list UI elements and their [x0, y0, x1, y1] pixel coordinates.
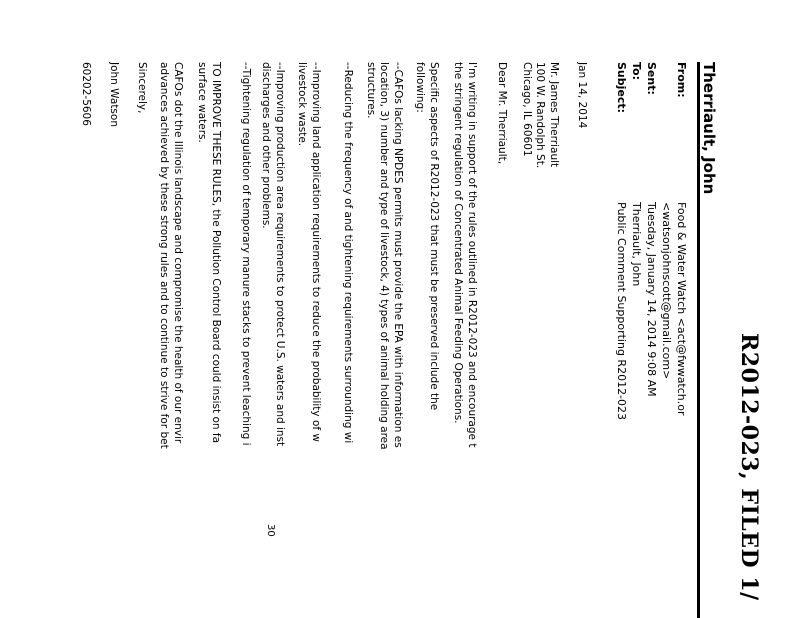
- bullet-land-application: [295, 62, 322, 618]
- paragraph-line: Specific aspects of R2012-023 that must be preserved include the: [428, 62, 440, 411]
- sender-name-heading: Therriault, John: [700, 62, 718, 195]
- paragraph-line: CAFOs dot the Illinois landscape and compromise the health of our envir: [172, 62, 184, 444]
- paragraph-line: --Improving land application requirements to reduce the probability of w: [310, 62, 322, 443]
- signer-zip: 60202-5606: [80, 62, 92, 126]
- address-line: Mr. James Therriault: [548, 62, 560, 168]
- paragraph-line: --Improving production area requirements to protect U.S. waters and inst: [274, 62, 286, 447]
- from-label: From:: [675, 62, 688, 98]
- filing-stamp: R2012-023, FILED 1/: [736, 333, 762, 601]
- intro-paragraph: [451, 62, 478, 618]
- address-line: Chicago, IL 60601: [521, 62, 533, 157]
- paragraph-line: surface waters.: [196, 62, 209, 143]
- paragraph-line: structures.: [365, 62, 377, 119]
- improve-rules-paragraph: [195, 62, 222, 618]
- paragraph-line: --Tightening regulation of temporary manure stacks to prevent leaching i: [240, 62, 252, 446]
- paragraph-line: TO IMPROVE THESE RULES, the Pollution Control Board could insist on fa: [210, 62, 222, 444]
- header-divider: [697, 62, 700, 618]
- to-label: To:: [630, 62, 643, 80]
- sign-off: Sincerely,: [136, 62, 148, 114]
- paragraph-line: the stringent regulation of Concentrated Animal Feeding Operations.: [452, 62, 465, 424]
- page-number: 30: [265, 524, 276, 537]
- letter-date: Jan 14, 2014: [576, 62, 588, 129]
- paragraph-line: --CAFOs lacking NPDES permits must provide the EPA with information es: [392, 62, 404, 448]
- subject-label: Subject:: [615, 62, 628, 114]
- paragraph-line: --Reducing the frequency of and tightening requirements surrounding wi: [342, 62, 354, 444]
- from-value-email: <watsonjohnscott@gmail.com>: [660, 202, 673, 380]
- paragraph-line: discharges and other problems.: [260, 62, 273, 229]
- signer-name: John Watson: [108, 62, 120, 127]
- recipient-address: [520, 62, 561, 618]
- sent-value: Tuesday, January 14, 2014 9:08 AM: [645, 202, 658, 397]
- paragraph-line: location, 3) number and type of livestock, 4) types of animal holding area: [378, 62, 391, 450]
- subject-value: Public Comment Supporting R2012-023: [615, 202, 628, 421]
- bullet-frequency: [341, 62, 355, 618]
- sent-label: Sent:: [645, 62, 658, 95]
- address-line: 100 W. Randolph St.: [534, 62, 547, 169]
- bullet-npdes: [364, 62, 405, 618]
- paragraph-line: advances achieved by these strong rules and to continue to strive for bet: [158, 62, 171, 449]
- paragraph-line: following:: [414, 62, 427, 113]
- aspects-intro-paragraph: [413, 62, 440, 618]
- paragraph-line: livestock waste.: [296, 62, 309, 147]
- from-value: Food & Water Watch <act@fwwatch.or: [675, 202, 688, 416]
- salutation: Dear Mr. Therriault,: [496, 62, 508, 165]
- paragraph-line: I'm writing in support of the rules outlined in R2012-023 and encourage t: [466, 62, 478, 448]
- to-value: Therriault, John: [630, 202, 643, 287]
- bullet-manure-stacks: [239, 62, 253, 618]
- cafo-paragraph: [157, 62, 184, 618]
